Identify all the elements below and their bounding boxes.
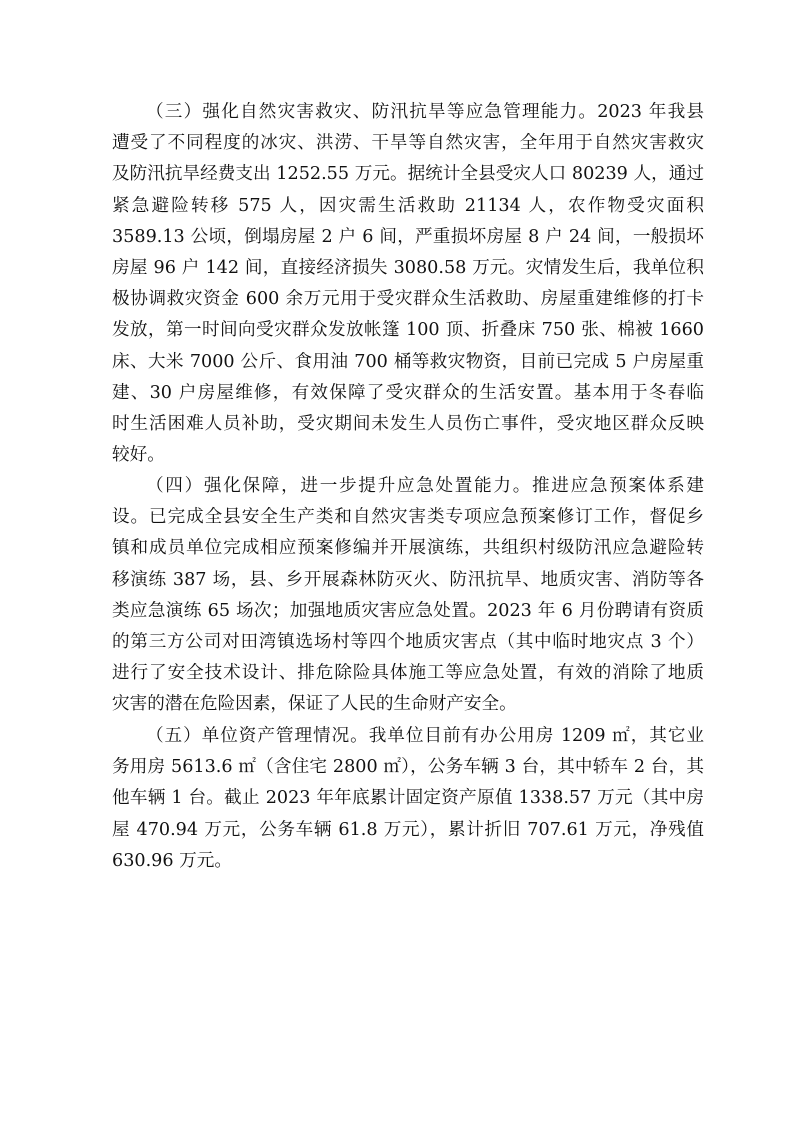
text-line: 发放，第一时间向受灾群众发放帐篷 100 顶、折叠床 750 张、棉被 1660 bbox=[112, 320, 704, 341]
text-line: 建、30 户房屋维修，有效保障了受灾群众的生活安置。基本用于冬春临 bbox=[112, 382, 704, 403]
paragraph-asset-management bbox=[112, 721, 704, 877]
text-line: 极协调救灾资金 600 余万元用于受灾群众生活救助、房屋重建维修的打卡 bbox=[112, 289, 704, 310]
paragraph-emergency-guarantee bbox=[112, 471, 704, 721]
text-line: （四）强化保障，进一步提升应急处置能力。推进应急预案体系建 bbox=[146, 476, 704, 496]
text-line: 进行了安全技术设计、排危除险具体施工等应急处置，有效的消除了地质 bbox=[112, 663, 704, 684]
text-line: 务用房 5613.6 ㎡（含住宅 2800 ㎡），公务车辆 3 台，其中轿车 2 台，其 bbox=[112, 757, 704, 778]
text-line: （五）单位资产管理情况。我单位目前有办公用房 1209 ㎡，其它业 bbox=[146, 726, 704, 746]
text-line: 房屋 96 户 142 间，直接经济损失 3080.58 万元。灾情发生后，我单位积 bbox=[112, 257, 704, 278]
text-line: 较好。 bbox=[112, 445, 165, 466]
text-line: 的第三方公司对田湾镇选场村等四个地质灾害点（其中临时地灾点 3 个） bbox=[112, 631, 704, 652]
text-line: 他车辆 1 台。截止 2023 年年底累计固定资产原值 1338.57 万元（其中房 bbox=[112, 788, 704, 809]
text-line: 屋 470.94 万元，公务车辆 61.8 万元），累计折旧 707.61 万元，净残值 bbox=[112, 819, 704, 840]
text-line: 类应急演练 65 场次；加强地质灾害应急处置。2023 年 6 月份聘请有资质 bbox=[112, 600, 704, 621]
text-line: 镇和成员单位完成相应预案修编并开展演练，共组织村级防汛应急避险转 bbox=[112, 538, 704, 559]
text-line: 遭受了不同程度的冰灾、洪涝、干旱等自然灾害，全年用于自然灾害救灾 bbox=[112, 133, 704, 154]
text-line: 3589.13 公顷，倒塌房屋 2 户 6 间，严重损坏房屋 8 户 24 间，一般损坏 bbox=[112, 226, 704, 247]
text-line: 时生活困难人员补助，受灾期间未发生人员伤亡事件，受灾地区群众反映 bbox=[112, 413, 704, 434]
text-line: 设。已完成全县安全生产类和自然灾害类专项应急预案修订工作，督促乡 bbox=[112, 507, 704, 528]
text-line: 床、大米 7000 公斤、食用油 700 桶等救灾物资，目前已完成 5 户房屋重 bbox=[112, 351, 704, 372]
text-line: （三）强化自然灾害救灾、防汛抗旱等应急管理能力。2023 年我县 bbox=[146, 102, 704, 122]
text-line: 紧急避险转移 575 人，因灾需生活救助 21134 人，农作物受灾面积 bbox=[112, 195, 704, 216]
paragraph-disaster-relief bbox=[112, 97, 704, 471]
text-line: 移演练 387 场，县、乡开展森林防灭火、防汛抗旱、地质灾害、消防等各 bbox=[112, 569, 704, 590]
text-line: 灾害的潜在危险因素，保证了人民的生命财产安全。 bbox=[112, 694, 517, 715]
text-line: 630.96 万元。 bbox=[112, 850, 232, 871]
text-line: 及防汛抗旱经费支出 1252.55 万元。据统计全县受灾人口 80239 人，通过 bbox=[112, 164, 704, 185]
